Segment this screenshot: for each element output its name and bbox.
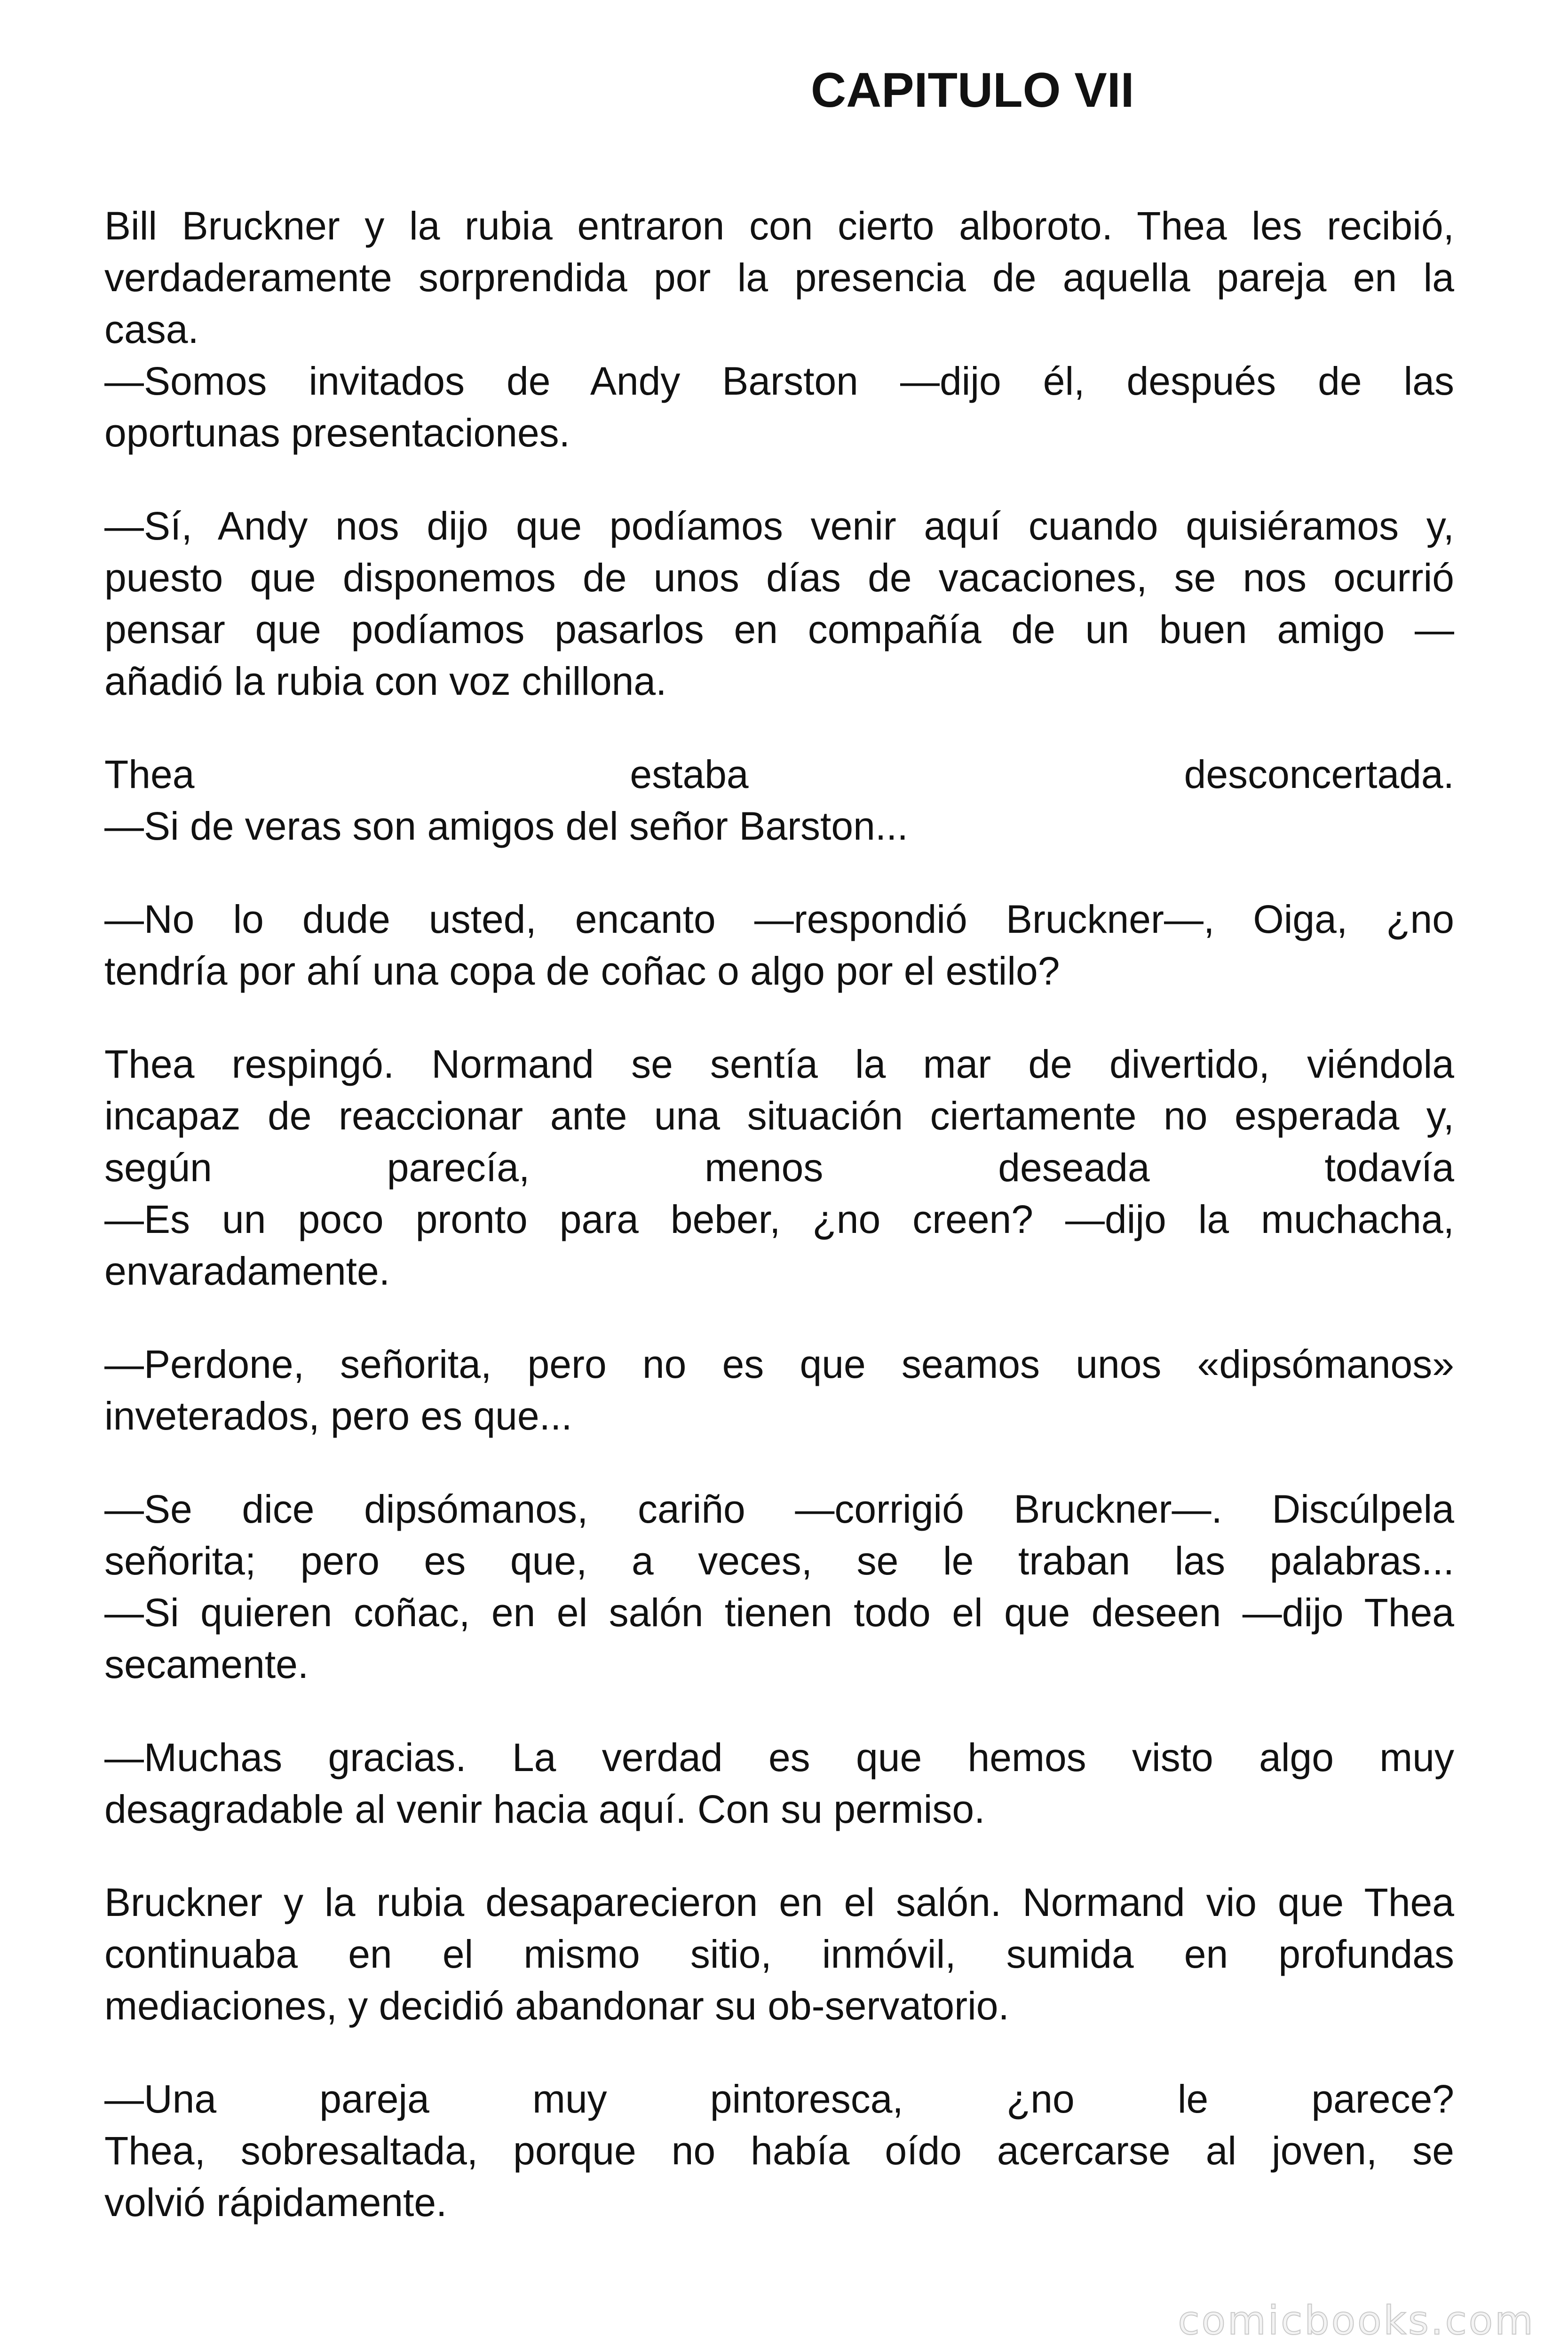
text-line: —No lo dude usted, encanto —respondió Bruckner—, Oiga, ¿no bbox=[104, 897, 1454, 941]
text-line: Thea, sobresaltada, porque no había oído acercarse al joven, se bbox=[104, 2129, 1454, 2173]
chapter-title: CAPITULO VII bbox=[811, 63, 1134, 118]
text-line: continuaba en el mismo sitio, inmóvil, sumida en profundas bbox=[104, 1932, 1454, 1976]
watermark-logo: comicbooks.com bbox=[1178, 2297, 1535, 2344]
text-line: —Se dice dipsómanos, cariño —corrigió Bruckner—. Discúlpela bbox=[104, 1487, 1454, 1531]
body-text bbox=[104, 200, 1454, 2270]
text-line: señorita; pero es que, a veces, se le traban las palabras... bbox=[104, 1539, 1454, 1583]
text-line: añadió la rubia con voz chillona. bbox=[104, 659, 667, 703]
text-line: según parecía, menos deseada todavía bbox=[104, 1145, 1454, 1190]
text-line: tendría por ahí una copa de coñac o algo por el estilo? bbox=[104, 949, 1060, 993]
paragraph bbox=[104, 1338, 1454, 1442]
text-line: mediaciones, y decidió abandonar su ob-servatorio. bbox=[104, 1984, 1009, 2028]
text-line: oportunas presentaciones. bbox=[104, 411, 570, 455]
paragraph bbox=[104, 2073, 1454, 2228]
text-line: puesto que disponemos de unos días de vacaciones, se nos ocurrió bbox=[104, 556, 1454, 600]
paragraph bbox=[104, 1038, 1454, 1297]
paragraph bbox=[104, 1732, 1454, 1835]
text-line: envaradamente. bbox=[104, 1249, 390, 1293]
text-line: —Somos invitados de Andy Barston —dijo él, después de las bbox=[104, 359, 1454, 403]
text-line: incapaz de reaccionar ante una situación ciertamente no esperada y, bbox=[104, 1094, 1454, 1138]
text-line: —Sí, Andy nos dijo que podíamos venir aquí cuando quisiéramos y, bbox=[104, 504, 1454, 548]
text-line: —Es un poco pronto para beber, ¿no creen? —dijo la muchacha, bbox=[104, 1197, 1454, 1241]
paragraph bbox=[104, 1483, 1454, 1690]
text-line: —Si de veras son amigos del señor Barston... bbox=[104, 804, 908, 848]
paragraph bbox=[104, 200, 1454, 459]
text-line: —Si quieren coñac, en el salón tienen todo el que deseen —dijo Thea bbox=[104, 1590, 1454, 1635]
text-line: inveterados, pero es que... bbox=[104, 1394, 572, 1438]
text-line: volvió rápidamente. bbox=[104, 2180, 447, 2225]
text-line: casa. bbox=[104, 307, 199, 351]
paragraph bbox=[104, 748, 1454, 852]
paragraph bbox=[104, 500, 1454, 707]
text-line: secamente. bbox=[104, 1642, 309, 1686]
text-line: Bill Bruckner y la rubia entraron con cierto alboroto. Thea les recibió, bbox=[104, 204, 1454, 248]
paragraph bbox=[104, 893, 1454, 997]
text-line: Bruckner y la rubia desaparecieron en el salón. Normand vio que Thea bbox=[104, 1880, 1454, 1924]
paragraph bbox=[104, 1876, 1454, 2032]
text-line: Thea respingó. Normand se sentía la mar de divertido, viéndola bbox=[104, 1042, 1454, 1086]
text-line: Thea estaba desconcertada. bbox=[104, 752, 1454, 796]
text-line: —Una pareja muy pintoresca, ¿no le parece? bbox=[104, 2077, 1454, 2121]
text-line: —Muchas gracias. La verdad es que hemos visto algo muy bbox=[104, 1735, 1454, 1780]
text-line: pensar que podíamos pasarlos en compañía de un buen amigo — bbox=[104, 607, 1454, 652]
text-line: verdaderamente sorprendida por la presencia de aquella pareja en la bbox=[104, 255, 1454, 300]
text-line: desagradable al venir hacia aquí. Con su permiso. bbox=[104, 1787, 985, 1831]
text-line: —Perdone, señorita, pero no es que seamos unos «dipsómanos» bbox=[104, 1342, 1454, 1386]
